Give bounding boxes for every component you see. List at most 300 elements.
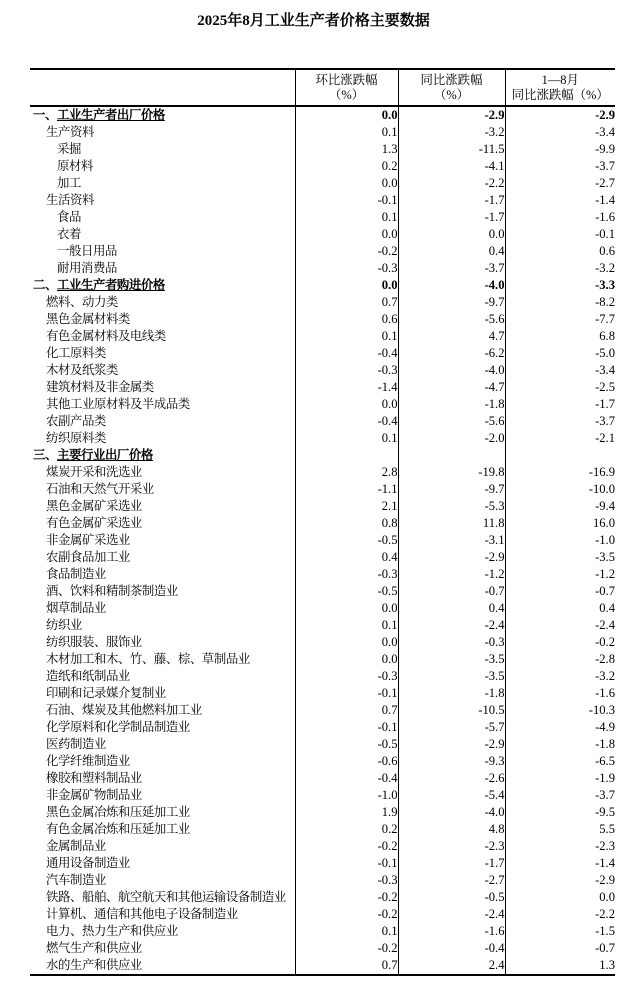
page-title: 2025年8月工业生产者价格主要数据 xyxy=(197,13,430,29)
header-yoy-line2: （%） xyxy=(433,87,470,102)
row-label: 煤炭开采和洗选业 xyxy=(46,465,142,479)
row-label-cell xyxy=(30,702,295,719)
cell-mom: -0.4 xyxy=(295,413,398,430)
cell-ytd: -1.6 xyxy=(505,209,615,226)
table-row xyxy=(30,447,615,464)
cell-ytd: -1.5 xyxy=(505,923,615,940)
cell-yoy: -5.6 xyxy=(398,413,505,430)
cell-ytd: -3.2 xyxy=(505,668,615,685)
row-label-cell xyxy=(30,719,295,736)
row-label-cell xyxy=(30,481,295,498)
row-label-cell xyxy=(30,175,295,192)
row-label-cell xyxy=(30,260,295,277)
cell-mom: -0.3 xyxy=(295,668,398,685)
table-row xyxy=(30,243,615,260)
cell-mom xyxy=(295,447,398,464)
cell-yoy: -0.3 xyxy=(398,634,505,651)
cell-mom: -0.1 xyxy=(295,192,398,209)
row-label: 黑色金属冶炼和压延加工业 xyxy=(46,805,190,819)
row-label-cell xyxy=(30,328,295,345)
row-label-cell xyxy=(30,617,295,634)
cell-ytd: -10.3 xyxy=(505,702,615,719)
cell-yoy: -4.0 xyxy=(398,277,505,294)
table-row xyxy=(30,719,615,736)
cell-yoy: -4.0 xyxy=(398,362,505,379)
cell-ytd: -7.7 xyxy=(505,311,615,328)
cell-yoy: -4.0 xyxy=(398,804,505,821)
cell-yoy: 4.7 xyxy=(398,328,505,345)
cell-yoy: -2.9 xyxy=(398,549,505,566)
cell-mom: -0.2 xyxy=(295,906,398,923)
row-label-cell xyxy=(30,770,295,787)
row-label-cell xyxy=(30,362,295,379)
table-row xyxy=(30,532,615,549)
cell-yoy: 0.4 xyxy=(398,600,505,617)
row-label-cell xyxy=(30,498,295,515)
cell-yoy: -19.8 xyxy=(398,464,505,481)
cell-ytd: 16.0 xyxy=(505,515,615,532)
cell-mom: -0.5 xyxy=(295,736,398,753)
cell-mom: -1.0 xyxy=(295,787,398,804)
row-label: 通用设备制造业 xyxy=(46,856,130,870)
cell-ytd: -2.5 xyxy=(505,379,615,396)
table-row xyxy=(30,192,615,209)
row-label: 耐用消费品 xyxy=(57,261,117,275)
row-prefix: 三、 xyxy=(33,448,57,462)
cell-ytd: -1.0 xyxy=(505,532,615,549)
table-row xyxy=(30,464,615,481)
header-blank xyxy=(30,69,295,106)
row-label: 其他工业原材料及半成品类 xyxy=(46,397,190,411)
cell-yoy: -2.7 xyxy=(398,872,505,889)
row-label-cell xyxy=(30,277,295,294)
cell-mom: -1.4 xyxy=(295,379,398,396)
cell-mom: 0.1 xyxy=(295,617,398,634)
cell-yoy: -0.4 xyxy=(398,940,505,957)
row-label: 原材料 xyxy=(57,159,93,173)
cell-yoy xyxy=(398,447,505,464)
table-row xyxy=(30,362,615,379)
cell-ytd: 0.6 xyxy=(505,243,615,260)
row-label-cell xyxy=(30,209,295,226)
row-label: 食品 xyxy=(57,210,81,224)
row-label: 化学纤维制造业 xyxy=(46,754,130,768)
row-label: 印刷和记录媒介复制业 xyxy=(46,686,166,700)
cell-yoy: -2.6 xyxy=(398,770,505,787)
row-label-cell xyxy=(30,226,295,243)
cell-ytd: -2.4 xyxy=(505,617,615,634)
cell-yoy: 0.0 xyxy=(398,226,505,243)
row-label-cell xyxy=(30,413,295,430)
row-label: 烟草制品业 xyxy=(46,601,106,615)
ppi-table xyxy=(30,68,615,976)
cell-mom: 2.8 xyxy=(295,464,398,481)
cell-mom: 0.0 xyxy=(295,651,398,668)
cell-mom: -0.3 xyxy=(295,260,398,277)
cell-yoy: -3.1 xyxy=(398,532,505,549)
cell-mom: -0.6 xyxy=(295,753,398,770)
section-title-link[interactable]: 工业生产者购进价格 xyxy=(56,278,165,292)
row-label: 汽车制造业 xyxy=(46,873,106,887)
table-row xyxy=(30,481,615,498)
cell-ytd: 0.0 xyxy=(505,889,615,906)
row-label-cell xyxy=(30,821,295,838)
cell-mom: -0.5 xyxy=(295,532,398,549)
table-row xyxy=(30,583,615,600)
cell-yoy: 11.8 xyxy=(398,515,505,532)
cell-yoy: -1.2 xyxy=(398,566,505,583)
cell-ytd: -3.7 xyxy=(505,787,615,804)
row-label: 食品制造业 xyxy=(46,567,106,581)
row-label-cell xyxy=(30,447,295,464)
table-row xyxy=(30,124,615,141)
table-row xyxy=(30,311,615,328)
row-label-cell xyxy=(30,923,295,940)
row-label: 生产资料 xyxy=(46,125,94,139)
row-label-cell xyxy=(30,651,295,668)
row-label: 橡胶和塑料制品业 xyxy=(46,771,142,785)
table-row xyxy=(30,226,615,243)
table-row xyxy=(30,855,615,872)
cell-yoy: -1.7 xyxy=(398,855,505,872)
cell-ytd: -0.2 xyxy=(505,634,615,651)
cell-yoy: -3.7 xyxy=(398,260,505,277)
cell-mom: 0.0 xyxy=(295,277,398,294)
cell-yoy: -1.6 xyxy=(398,923,505,940)
row-label: 化工原料类 xyxy=(46,346,106,360)
cell-mom: 0.7 xyxy=(295,957,398,975)
cell-ytd: -3.2 xyxy=(505,260,615,277)
row-label: 纺织业 xyxy=(46,618,82,632)
cell-yoy: -11.5 xyxy=(398,141,505,158)
cell-yoy: -2.2 xyxy=(398,175,505,192)
cell-mom: 0.2 xyxy=(295,821,398,838)
cell-mom: -0.1 xyxy=(295,719,398,736)
cell-mom: 0.0 xyxy=(295,175,398,192)
cell-ytd: 1.3 xyxy=(505,957,615,975)
section-title-link[interactable]: 工业生产者出厂价格 xyxy=(56,108,165,122)
table-row xyxy=(30,838,615,855)
table-row xyxy=(30,940,615,957)
table-row xyxy=(30,736,615,753)
table-row xyxy=(30,498,615,515)
table-row xyxy=(30,770,615,787)
cell-ytd: -2.3 xyxy=(505,838,615,855)
cell-mom: 0.1 xyxy=(295,124,398,141)
header-ytd-line1: 1—8月 xyxy=(541,72,579,87)
header-yoy xyxy=(398,69,505,106)
cell-yoy: 4.8 xyxy=(398,821,505,838)
row-label: 铁路、船舶、航空航天和其他运输设备制造业 xyxy=(46,890,286,904)
row-label-cell xyxy=(30,532,295,549)
table-row xyxy=(30,753,615,770)
cell-ytd: -3.5 xyxy=(505,549,615,566)
cell-yoy: -6.2 xyxy=(398,345,505,362)
header-mom xyxy=(295,69,398,106)
table-row xyxy=(30,651,615,668)
table-row xyxy=(30,804,615,821)
row-label: 水的生产和供应业 xyxy=(46,958,142,972)
row-label: 纺织原料类 xyxy=(46,431,106,445)
table-row xyxy=(30,787,615,804)
row-label-cell xyxy=(30,753,295,770)
cell-mom: 0.8 xyxy=(295,515,398,532)
ppi-table-container xyxy=(30,68,627,976)
table-row xyxy=(30,209,615,226)
table-row xyxy=(30,106,615,124)
cell-yoy: -9.3 xyxy=(398,753,505,770)
cell-mom: -0.2 xyxy=(295,838,398,855)
table-row xyxy=(30,158,615,175)
row-label-cell xyxy=(30,464,295,481)
row-prefix: 一、 xyxy=(33,108,57,122)
cell-ytd: -0.1 xyxy=(505,226,615,243)
table-row xyxy=(30,906,615,923)
row-label-cell xyxy=(30,634,295,651)
cell-yoy: -2.9 xyxy=(398,736,505,753)
cell-mom: -0.1 xyxy=(295,685,398,702)
cell-ytd: -2.2 xyxy=(505,906,615,923)
cell-ytd: -2.7 xyxy=(505,175,615,192)
header-mom-line1: 环比涨跌幅 xyxy=(315,72,378,87)
cell-mom: 1.9 xyxy=(295,804,398,821)
row-label-cell xyxy=(30,345,295,362)
cell-yoy: -5.3 xyxy=(398,498,505,515)
table-row xyxy=(30,175,615,192)
row-label: 酒、饮料和精制茶制造业 xyxy=(46,584,178,598)
cell-ytd: -1.4 xyxy=(505,192,615,209)
row-label: 医药制造业 xyxy=(46,737,106,751)
table-row xyxy=(30,617,615,634)
row-label-cell xyxy=(30,668,295,685)
table-row xyxy=(30,345,615,362)
row-label: 石油、煤炭及其他燃料加工业 xyxy=(46,703,202,717)
row-label: 木材加工和木、竹、藤、棕、草制品业 xyxy=(46,652,250,666)
cell-mom: 0.1 xyxy=(295,328,398,345)
row-label: 造纸和纸制品业 xyxy=(46,669,130,683)
cell-yoy: 2.4 xyxy=(398,957,505,975)
cell-yoy: -1.7 xyxy=(398,192,505,209)
row-label: 电力、热力生产和供应业 xyxy=(46,924,178,938)
row-label-cell xyxy=(30,192,295,209)
row-label-cell xyxy=(30,158,295,175)
cell-mom: 1.3 xyxy=(295,141,398,158)
cell-ytd: 5.5 xyxy=(505,821,615,838)
cell-mom: -1.1 xyxy=(295,481,398,498)
table-row xyxy=(30,634,615,651)
cell-ytd: 0.4 xyxy=(505,600,615,617)
table-row xyxy=(30,379,615,396)
row-label: 金属制品业 xyxy=(46,839,106,853)
cell-mom: -0.2 xyxy=(295,243,398,260)
cell-yoy: -1.7 xyxy=(398,209,505,226)
row-label: 非金属矿采选业 xyxy=(46,533,130,547)
table-row xyxy=(30,549,615,566)
cell-ytd: -5.0 xyxy=(505,345,615,362)
cell-ytd: -10.0 xyxy=(505,481,615,498)
section-title-link[interactable]: 主要行业出厂价格 xyxy=(56,448,153,462)
row-label-cell xyxy=(30,940,295,957)
cell-yoy: -4.7 xyxy=(398,379,505,396)
cell-yoy: -10.5 xyxy=(398,702,505,719)
table-row xyxy=(30,821,615,838)
row-label: 化学原料和化学制品制造业 xyxy=(46,720,190,734)
table-row xyxy=(30,566,615,583)
cell-mom: -0.4 xyxy=(295,770,398,787)
row-label-cell xyxy=(30,838,295,855)
table-row xyxy=(30,685,615,702)
row-label: 黑色金属矿采选业 xyxy=(46,499,142,513)
cell-yoy: -1.8 xyxy=(398,396,505,413)
cell-mom: 0.1 xyxy=(295,923,398,940)
table-row xyxy=(30,923,615,940)
row-label-cell xyxy=(30,889,295,906)
table-row xyxy=(30,396,615,413)
row-label: 黑色金属材料类 xyxy=(46,312,130,326)
row-label-cell xyxy=(30,379,295,396)
row-label: 燃气生产和供应业 xyxy=(46,941,142,955)
table-row xyxy=(30,668,615,685)
row-label-cell xyxy=(30,549,295,566)
header-mom-line2: （%） xyxy=(328,87,365,102)
cell-ytd: -3.4 xyxy=(505,362,615,379)
row-label-cell xyxy=(30,736,295,753)
cell-ytd: -6.5 xyxy=(505,753,615,770)
row-label-cell xyxy=(30,787,295,804)
cell-yoy: -0.5 xyxy=(398,889,505,906)
cell-ytd: -1.2 xyxy=(505,566,615,583)
row-label: 石油和天然气开采业 xyxy=(46,482,154,496)
table-row xyxy=(30,260,615,277)
row-label-cell xyxy=(30,957,295,975)
cell-mom: 0.0 xyxy=(295,226,398,243)
row-label: 有色金属矿采选业 xyxy=(46,516,142,530)
row-label: 一般日用品 xyxy=(57,244,117,258)
cell-yoy: -2.4 xyxy=(398,617,505,634)
cell-ytd: -1.4 xyxy=(505,855,615,872)
cell-mom: -0.3 xyxy=(295,872,398,889)
cell-ytd: -3.7 xyxy=(505,413,615,430)
cell-ytd: -3.7 xyxy=(505,158,615,175)
cell-yoy: -4.1 xyxy=(398,158,505,175)
cell-mom: -0.4 xyxy=(295,345,398,362)
cell-mom: 0.6 xyxy=(295,311,398,328)
cell-yoy: -2.3 xyxy=(398,838,505,855)
cell-ytd: -1.8 xyxy=(505,736,615,753)
cell-ytd: -8.2 xyxy=(505,294,615,311)
cell-yoy: -9.7 xyxy=(398,294,505,311)
table-row xyxy=(30,600,615,617)
row-label-cell xyxy=(30,583,295,600)
table-row xyxy=(30,328,615,345)
cell-yoy: -3.5 xyxy=(398,668,505,685)
cell-mom: 0.0 xyxy=(295,600,398,617)
row-label: 采掘 xyxy=(57,142,81,156)
cell-mom: 0.1 xyxy=(295,209,398,226)
cell-mom: 0.0 xyxy=(295,106,398,124)
cell-mom: -0.3 xyxy=(295,566,398,583)
row-label-cell xyxy=(30,515,295,532)
header-ytd xyxy=(505,69,615,106)
cell-yoy: -2.4 xyxy=(398,906,505,923)
cell-mom: 0.4 xyxy=(295,549,398,566)
cell-ytd: -2.1 xyxy=(505,430,615,447)
table-row xyxy=(30,413,615,430)
cell-yoy: -1.8 xyxy=(398,685,505,702)
cell-mom: 2.1 xyxy=(295,498,398,515)
table-row xyxy=(30,294,615,311)
cell-mom: 0.2 xyxy=(295,158,398,175)
row-label: 非金属矿物制品业 xyxy=(46,788,142,802)
cell-mom: 0.1 xyxy=(295,430,398,447)
table-row xyxy=(30,515,615,532)
header-row xyxy=(30,69,615,106)
row-label: 建筑材料及非金属类 xyxy=(46,380,154,394)
cell-mom: 0.7 xyxy=(295,702,398,719)
row-label-cell xyxy=(30,566,295,583)
row-label: 农副食品加工业 xyxy=(46,550,130,564)
cell-mom: 0.0 xyxy=(295,634,398,651)
table-row xyxy=(30,702,615,719)
cell-yoy: -2.9 xyxy=(398,106,505,124)
row-prefix: 二、 xyxy=(33,278,57,292)
table-row xyxy=(30,277,615,294)
row-label-cell xyxy=(30,685,295,702)
row-label-cell xyxy=(30,311,295,328)
row-label-cell xyxy=(30,855,295,872)
cell-yoy: -5.6 xyxy=(398,311,505,328)
cell-yoy: 0.4 xyxy=(398,243,505,260)
row-label: 纺织服装、服饰业 xyxy=(46,635,142,649)
cell-mom: -0.2 xyxy=(295,889,398,906)
table-row xyxy=(30,889,615,906)
cell-yoy: -0.7 xyxy=(398,583,505,600)
row-label-cell xyxy=(30,396,295,413)
cell-ytd: -16.9 xyxy=(505,464,615,481)
row-label: 农副产品类 xyxy=(46,414,106,428)
row-label-cell xyxy=(30,872,295,889)
row-label: 计算机、通信和其他电子设备制造业 xyxy=(46,907,238,921)
row-label-cell xyxy=(30,906,295,923)
row-label: 木材及纸浆类 xyxy=(46,363,118,377)
row-label: 燃料、动力类 xyxy=(46,295,118,309)
cell-ytd: -1.9 xyxy=(505,770,615,787)
cell-ytd: -0.7 xyxy=(505,583,615,600)
cell-ytd: -0.7 xyxy=(505,940,615,957)
row-label-cell xyxy=(30,600,295,617)
row-label-cell xyxy=(30,804,295,821)
cell-yoy: -3.5 xyxy=(398,651,505,668)
cell-mom: 0.7 xyxy=(295,294,398,311)
cell-ytd: -9.4 xyxy=(505,498,615,515)
cell-ytd: -1.7 xyxy=(505,396,615,413)
cell-ytd: -2.9 xyxy=(505,872,615,889)
cell-mom: -0.3 xyxy=(295,362,398,379)
row-label-cell xyxy=(30,430,295,447)
cell-ytd: -3.4 xyxy=(505,124,615,141)
row-label-cell xyxy=(30,294,295,311)
header-yoy-line1: 同比涨跌幅 xyxy=(420,72,483,87)
row-label-cell xyxy=(30,141,295,158)
row-label: 生活资料 xyxy=(46,193,94,207)
cell-mom: 0.0 xyxy=(295,396,398,413)
row-label: 有色金属冶炼和压延加工业 xyxy=(46,822,190,836)
cell-ytd: -1.6 xyxy=(505,685,615,702)
row-label-cell xyxy=(30,124,295,141)
table-row xyxy=(30,141,615,158)
cell-ytd: -2.9 xyxy=(505,106,615,124)
table-body xyxy=(30,106,615,975)
